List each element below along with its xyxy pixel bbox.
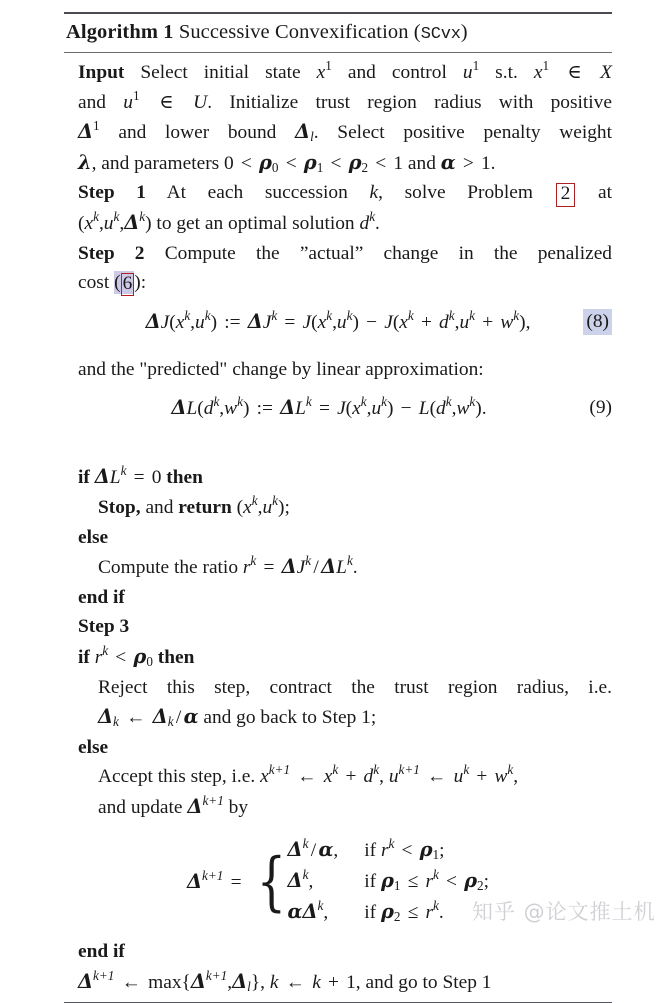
step1-line-1: Step 1 At each succession k, solve Problem 2 at	[64, 178, 612, 208]
spacer-before-eq8	[64, 298, 612, 307]
spacer-after-eq8	[64, 338, 612, 355]
final-line: $\Delta^{k+1}$ ← $\max\{\Delta^{k+1},\Delta_l\}$, k ← k + 1, and go to Step 1	[78, 967, 492, 994]
reference-problem-2[interactable]: 2	[556, 183, 576, 206]
end-if-keyword-1: end if	[78, 586, 125, 608]
cases-equation	[64, 835, 612, 928]
cases-condition: if $\rho_2 \le r^k$.	[364, 898, 444, 925]
input-line-3: $\Delta^1$ and lower bound $\Delta_l$. Select positive penalty weight	[78, 118, 612, 145]
end-if-keyword-2: end if	[78, 941, 125, 963]
between-equations-text: and the "predicted" change by linear approximation:	[78, 358, 484, 380]
spacer-after-cases	[64, 928, 612, 937]
cases-row	[288, 835, 489, 866]
and-word: and	[145, 496, 174, 518]
cases-brace-icon: {	[256, 844, 286, 919]
input-line-2: and $u^1$ ∈ U. Initialize trust region radius with positive	[78, 87, 612, 113]
cases-condition: if $\rho_1 \le r^k < \rho_2$;	[364, 867, 490, 894]
algorithm-title-suffix: )	[460, 21, 468, 43]
algorithm-title	[64, 14, 612, 52]
algorithm-title-text: Successive Convexification (	[178, 21, 421, 43]
stop-keyword: Stop,	[98, 496, 141, 518]
else-keyword-1: else	[78, 526, 109, 548]
step2-label: Step 2	[78, 242, 145, 264]
algorithm-body	[64, 53, 612, 1002]
step2-line-1: Step 2 Compute the ”actual” change in the penalized	[78, 242, 612, 264]
if-block-2-body-line-2: $\Delta_k$ ← $\Delta_k$ / α and go back to Step 1;	[98, 705, 377, 729]
step1-line-2: $(x^k,u^k,\Delta^k)$ to get an optimal solution $d^k$.	[78, 208, 380, 234]
cases-lhs: $\Delta^{k+1}$ =	[186, 867, 242, 893]
if-block-2-body-line-1: Reject this step, contract the trust region radius, i.e.	[98, 676, 612, 698]
equation-9-body: $\Delta L(d^k,w^k)$ := $\Delta L^k = J(x^k,u^k) - L(d^k,w^k)$.	[171, 394, 487, 420]
return-keyword: return	[178, 496, 232, 518]
spacer-before-eq9	[64, 384, 612, 393]
cases-condition: if $r^k < \rho_1$;	[364, 836, 445, 863]
input-block: Input Select initial state $x^1$ and control $u^1$ s.t. $x^1$ ∈ X	[78, 57, 612, 83]
if-block-2-header: if $r^k < \rho_0$ then	[78, 642, 195, 669]
algorithm-title-mono: SCvx	[420, 25, 461, 44]
cases-row	[288, 897, 489, 928]
then-keyword-1: then	[166, 467, 203, 489]
cases-rows	[288, 835, 489, 928]
algorithm-title-prefix: Algorithm 1	[66, 21, 174, 43]
watermark: 知乎 @论文推土机	[472, 900, 656, 924]
algorithm-block	[64, 12, 612, 1003]
if-keyword-1: if	[78, 467, 90, 489]
if-block-1-body: Stop, and return $(x^k,u^k)$;	[98, 492, 290, 518]
if-block-1-else-body: Compute the ratio $r^k = \Delta J^k / \Delta L^k$.	[98, 552, 358, 579]
spacer-before-cases	[64, 822, 612, 831]
cases-row	[288, 866, 489, 897]
equation-8	[64, 307, 612, 338]
if-keyword-2: if	[78, 646, 90, 668]
cases-value: $\Delta^k$ / α,	[287, 836, 339, 862]
if-block-1-header: if $\Delta L^k = 0$ then	[78, 463, 203, 489]
input-label: Input	[78, 62, 125, 83]
reference-equation-6[interactable]: 6	[122, 273, 133, 295]
cases-value: $\Delta^k$,	[287, 867, 314, 893]
cases-value: $\alpha\Delta^k$,	[287, 898, 329, 924]
if-block-2-else-line-1: Accept this step, i.e. $x^{k+1}$ ← $x^k + d^k$, $u^{k+1}$ ← $u^k + w^k$,	[98, 762, 519, 788]
if-block-2-else-line-2: and update $\Delta^{k+1}$ by	[98, 792, 249, 818]
step3-label: Step 3	[78, 616, 130, 638]
step2-line-2: cost ( 6 ):	[78, 272, 147, 295]
spacer-before-if-block	[64, 424, 612, 462]
step1-label: Step 1	[78, 182, 147, 204]
equation-8-number: (8)	[583, 307, 612, 337]
equation-9	[64, 393, 612, 424]
input-line-4: λ, and parameters $0 < \rho_0 < \rho_1 < \rho_2 < 1$ and α > 1.	[78, 150, 496, 175]
else-keyword-2: else	[78, 736, 109, 758]
equation-8-body: $\Delta J(x^k,u^k)$ := $\Delta J^k = J(x^k,u^k) - J(x^k + d^k,u^k + w^k)$,	[145, 307, 531, 333]
then-keyword-2: then	[157, 646, 195, 668]
equation-9-number: (9)	[589, 397, 612, 419]
